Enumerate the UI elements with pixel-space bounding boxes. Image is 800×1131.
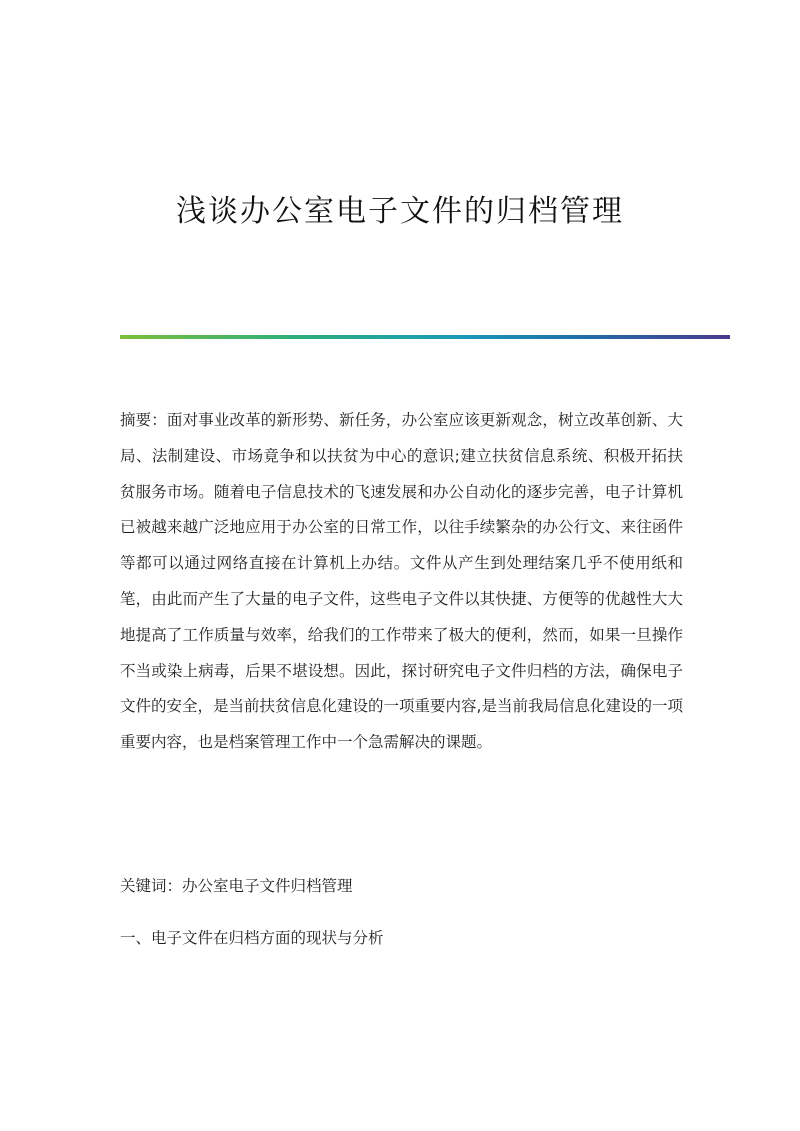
abstract-paragraph: 摘要：面对事业改革的新形势、新任务，办公室应该更新观念，树立改革创新、大局、法制建设、市场竟争和以扶贫为中心的意识;建立扶贫信息系统、积极开拓扶贫服务市场。随着电子信息技术的飞速发展和办公自动化的逐步完善，电子计算机已被越来越广泛地应用于办公室的日常工作，以往手续繁杂的办公行文、来往函件等都可以通过网络直接在计算机上办结。文件从产生到处理结案几乎不使用纸和笔，由此而产生了大量的电子文件，这些电子文件以其快捷、方便等的优越性大大地提高了工作质量与效率，给我们的工作带来了极大的便利，然而，如果一旦操作不当或染上病毒，后果不堪设想。因此，探讨研究电子文件归档的方法，确保电子文件的安全，是当前扶贫信息化建设的一项重要内容,是当前我局信息化建设的一项重要内容，也是档案管理工作中一个急需解决的课题。 bbox=[120, 411, 683, 752]
document-title: 浅谈办公室电子文件的归档管理 bbox=[176, 194, 624, 229]
title-divider bbox=[120, 335, 730, 339]
keywords-line: 关键词：办公室电子文件归档管理 bbox=[120, 877, 353, 895]
section-heading: 一、电子文件在归档方面的现状与分析 bbox=[120, 929, 384, 947]
